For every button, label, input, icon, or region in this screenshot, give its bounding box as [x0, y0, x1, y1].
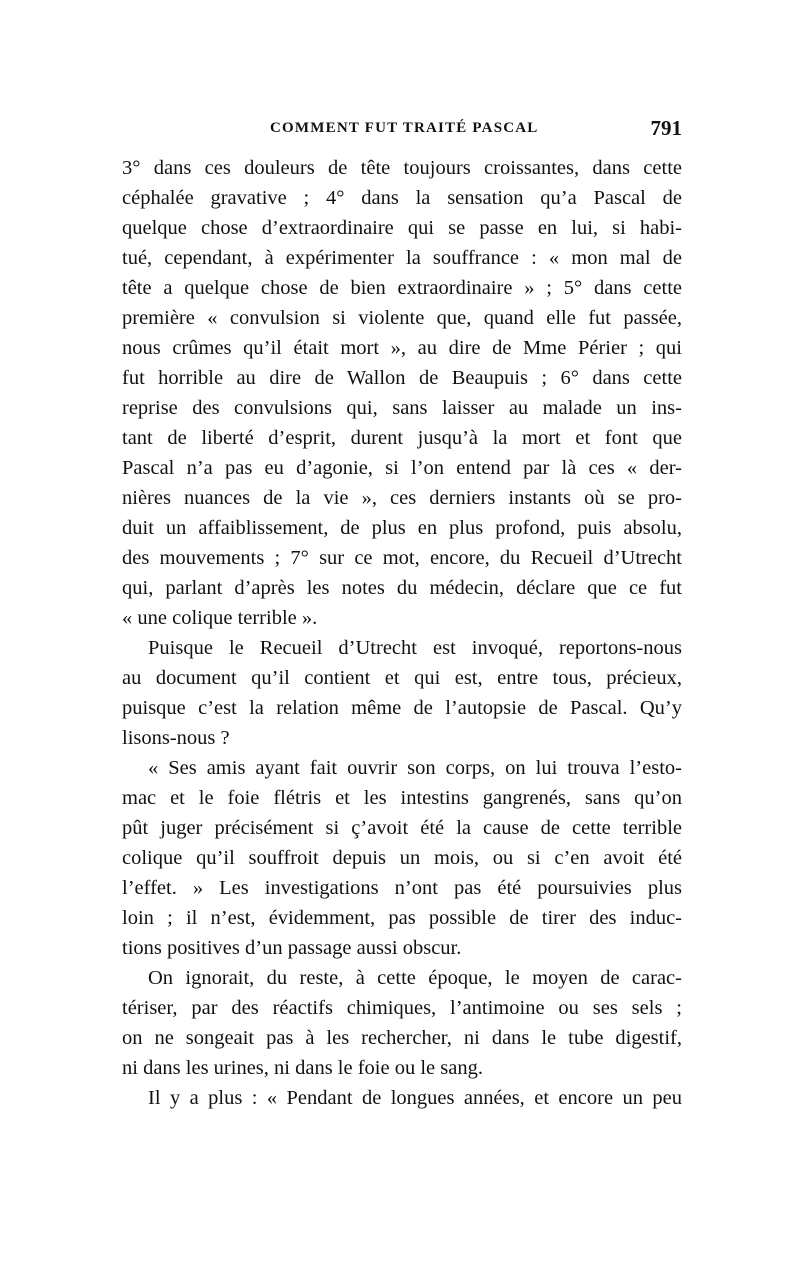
text-line: qui, parlant d’après les notes du médecin, déclare que ce fut: [122, 577, 682, 599]
text-line: « une colique terrible ».: [122, 607, 318, 629]
paragraph: [122, 633, 682, 753]
text-line: mac et le foie flétris et les intestins gangrenés, sans qu’on: [122, 787, 682, 809]
text-line: Pascal n’a pas eu d’agonie, si l’on entend par là ces « der-: [122, 457, 682, 479]
text-line: Puisque le Recueil d’Utrecht est invoqué, reportons-nous: [148, 637, 682, 659]
paragraph: [122, 1083, 682, 1113]
text-line: 3° dans ces douleurs de tête toujours croissantes, dans cette: [122, 157, 682, 179]
text-line: puisque c’est la relation même de l’autopsie de Pascal. Qu’y: [122, 697, 682, 719]
text-line: nous crûmes qu’il était mort », au dire de Mme Périer ; qui: [122, 337, 682, 359]
text-line: tête a quelque chose de bien extraordinaire » ; 5° dans cette: [122, 277, 682, 299]
text-line: nières nuances de la vie », ces derniers instants où se pro-: [122, 487, 682, 509]
text-line: duit un affaiblissement, de plus en plus profond, puis absolu,: [122, 517, 682, 539]
text-line: on ne songeait pas à les rechercher, ni dans le tube digestif,: [122, 1027, 682, 1049]
text-line: tué, cependant, à expérimenter la souffrance : « mon mal de: [122, 247, 682, 269]
paragraph: [122, 963, 682, 1083]
text-line: ni dans les urines, ni dans le foie ou le sang.: [122, 1057, 483, 1079]
text-line: première « convulsion si violente que, quand elle fut passée,: [122, 307, 682, 329]
text-line: fut horrible au dire de Wallon de Beaupuis ; 6° dans cette: [122, 367, 682, 389]
text-line: pût juger précisément si ç’avoit été la cause de cette terrible: [122, 817, 682, 839]
running-head: [122, 116, 682, 146]
text-line: On ignorait, du reste, à cette époque, le moyen de carac-: [148, 967, 682, 989]
text-line: Il y a plus : « Pendant de longues années, et encore un peu: [148, 1087, 682, 1109]
text-line: loin ; il n’est, évidemment, pas possible de tirer des induc-: [122, 907, 682, 929]
running-title: COMMENT FUT TRAITÉ PASCAL: [270, 120, 539, 136]
text-line: quelque chose d’extraordinaire qui se passe en lui, si habi-: [122, 217, 682, 239]
text-line: tériser, par des réactifs chimiques, l’antimoine ou ses sels ;: [122, 997, 682, 1019]
paragraph: [122, 753, 682, 963]
paragraph: [122, 153, 682, 633]
text-line: tant de liberté d’esprit, durent jusqu’à la mort et font que: [122, 427, 682, 449]
text-line: lisons-nous ?: [122, 727, 230, 749]
text-line: colique qu’il souffroit depuis un mois, ou si c’en avoit été: [122, 847, 682, 869]
text-line: tions positives d’un passage aussi obscur.: [122, 937, 462, 959]
body-text: [122, 153, 682, 1113]
text-line: au document qu’il contient et qui est, entre tous, précieux,: [122, 667, 682, 689]
text-line: des mouvements ; 7° sur ce mot, encore, du Recueil d’Utrecht: [122, 547, 682, 569]
text-line: céphalée gravative ; 4° dans la sensation qu’a Pascal de: [122, 187, 682, 209]
text-line: l’effet. » Les investigations n’ont pas été poursuivies plus: [122, 877, 682, 899]
text-line: « Ses amis ayant fait ouvrir son corps, on lui trouva l’esto-: [148, 757, 682, 779]
text-line: reprise des convulsions qui, sans laisser au malade un ins-: [122, 397, 682, 419]
page-number: 791: [650, 116, 682, 140]
